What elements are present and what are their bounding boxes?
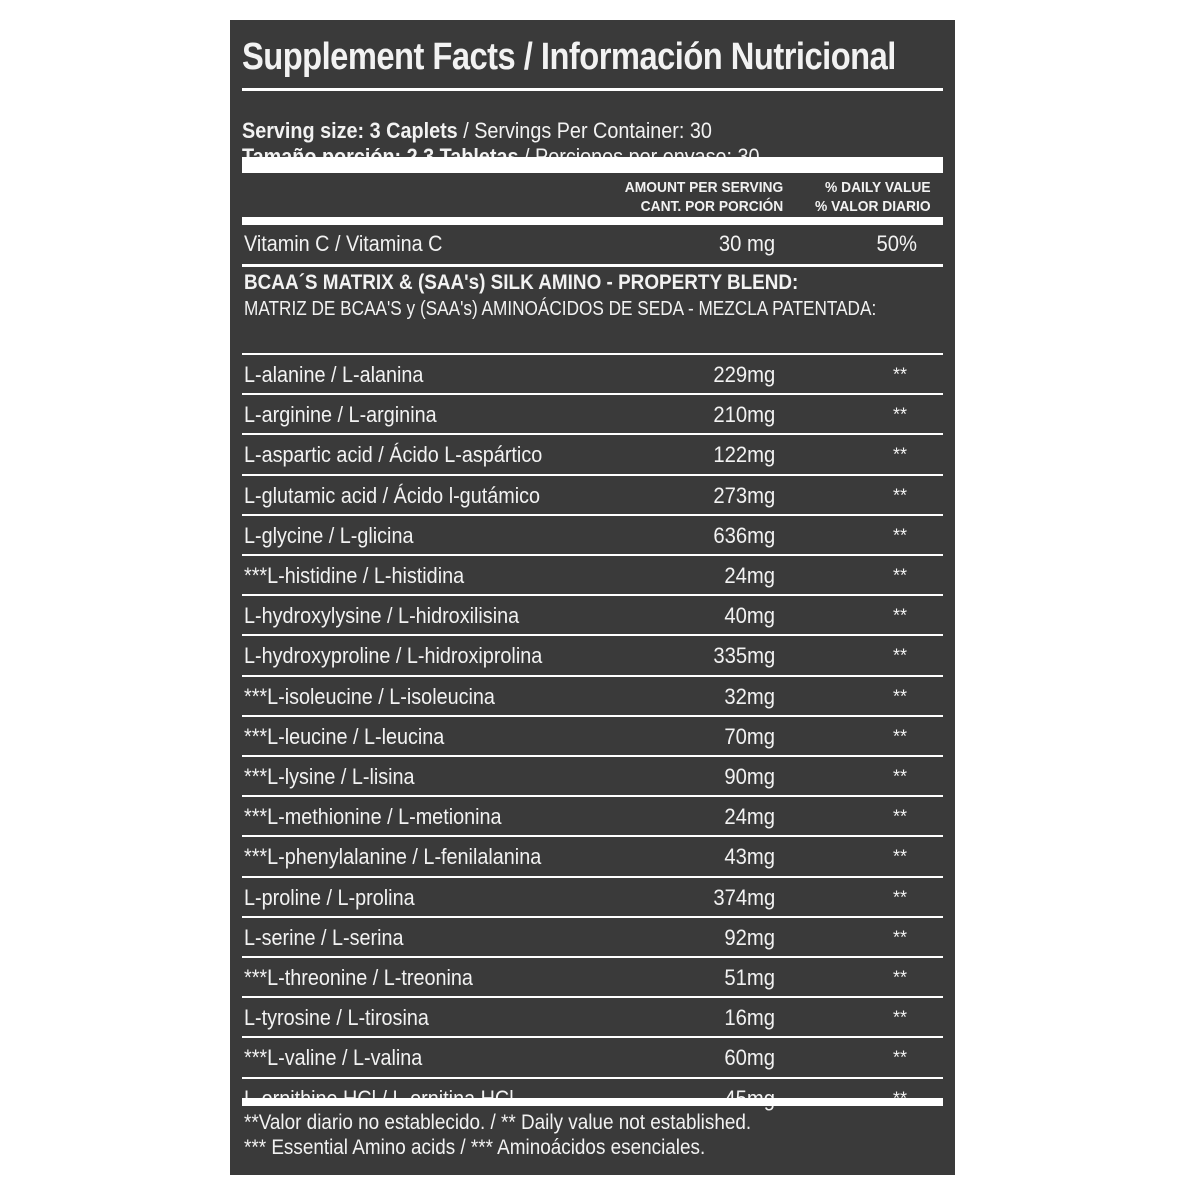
blend-title-es: MATRIZ DE BCAA'S y (SAA's) AMINOÁCIDOS DE SEDA - MEZCLA PATENTADA: — [244, 298, 877, 320]
nutrient-name: L-glutamic acid / Ácido l-gutámico — [244, 482, 541, 508]
nutrient-amount: 24mg — [724, 804, 775, 830]
daily-value-header — [815, 178, 931, 216]
table-row — [242, 596, 943, 636]
nutrient-amount: 32mg — [724, 683, 775, 709]
nutrient-daily-value: ** — [892, 846, 907, 867]
servings-per-container-en: / Servings Per Container: 30 — [457, 118, 712, 143]
table-row — [242, 476, 943, 516]
nutrient-daily-value: ** — [892, 927, 907, 948]
nutrient-daily-value: ** — [892, 1047, 907, 1068]
nutrient-name: L-aspartic acid / Ácido L-aspártico — [244, 442, 543, 468]
nutrient-name: L-proline / L-prolina — [244, 884, 415, 910]
nutrient-daily-value: 50% — [876, 231, 917, 256]
nutrient-daily-value: ** — [892, 766, 907, 787]
table-row — [242, 636, 943, 676]
blend-title-en: BCAA´S MATRIX & (SAA's) SILK AMINO - PROPERTY BLEND: — [244, 271, 799, 294]
amount-header-en: AMOUNT PER SERVING — [624, 179, 783, 196]
table-row — [242, 677, 943, 717]
nutrient-name: ***L-isoleucine / L-isoleucina — [244, 683, 495, 709]
nutrient-amount: 374mg — [713, 884, 775, 910]
nutrient-name: ***L-histidine / L-histidina — [244, 563, 465, 588]
footer-rule — [242, 1098, 943, 1106]
nutrient-daily-value: ** — [892, 806, 907, 827]
nutrient-amount: 273mg — [713, 482, 775, 508]
supplement-facts-panel — [230, 20, 955, 1175]
nutrient-amount: 16mg — [724, 1005, 775, 1031]
table-row — [242, 797, 943, 837]
thick-rule — [242, 157, 943, 173]
table-row — [242, 837, 943, 877]
dv-header-en: % DAILY VALUE — [825, 179, 931, 196]
panel-title: Supplement Facts / Información Nutricional — [242, 36, 896, 78]
nutrient-name: ***L-methionine / L-metionina — [244, 804, 502, 830]
nutrient-daily-value: ** — [892, 1007, 907, 1028]
nutrient-daily-value: ** — [892, 887, 907, 908]
nutrient-name: ***L-threonine / L-treonina — [244, 965, 473, 990]
nutrient-name: ***L-leucine / L-leucina — [244, 723, 445, 749]
blend-heading — [244, 270, 979, 322]
table-row — [242, 878, 943, 918]
nutrient-daily-value: ** — [892, 726, 907, 747]
nutrient-daily-value: ** — [892, 686, 907, 707]
nutrient-daily-value: ** — [892, 645, 907, 666]
nutrient-amount: 90mg — [724, 764, 775, 789]
table-row — [242, 757, 943, 797]
nutrient-name: ***L-lysine / L-lisina — [244, 764, 415, 789]
nutrient-amount: 636mg — [713, 522, 775, 548]
amount-header — [625, 178, 783, 216]
nutrient-amount: 51mg — [724, 965, 775, 990]
nutrient-name: L-hydroxylysine / L-hidroxilisina — [244, 603, 520, 629]
nutrient-amount: 30 mg — [718, 231, 775, 256]
nutrient-daily-value: ** — [892, 525, 907, 546]
nutrient-daily-value: ** — [892, 565, 907, 586]
nutrient-name: Vitamin C / Vitamina C — [244, 231, 443, 256]
nutrient-name: L-tyrosine / L-tirosina — [244, 1005, 429, 1031]
footnotes — [244, 1110, 751, 1160]
table-row — [242, 998, 943, 1038]
nutrient-amount: 229mg — [713, 362, 775, 387]
nutrient-name: L-alanine / L-alanina — [244, 362, 424, 387]
nutrient-amount: 335mg — [713, 643, 775, 669]
nutrient-amount: 92mg — [724, 924, 775, 950]
nutrient-daily-value: ** — [892, 404, 907, 425]
nutrient-amount: 43mg — [724, 844, 775, 870]
nutrient-name: L-hydroxyproline / L-hidroxiprolina — [244, 643, 543, 669]
table-row — [242, 355, 943, 395]
title-rule — [242, 88, 943, 91]
nutrient-name: L-arginine / L-arginina — [244, 402, 437, 428]
nutrient-daily-value: ** — [892, 605, 907, 626]
table-row — [242, 1038, 943, 1078]
table-row — [242, 435, 943, 475]
table-row — [242, 918, 943, 958]
nutrient-name: L-serine / L-serina — [244, 924, 404, 950]
nutrient-amount: 24mg — [724, 563, 775, 588]
nutrient-name: L-glycine / L-glicina — [244, 522, 414, 548]
nutrient-amount: 70mg — [724, 723, 775, 749]
dv-header-es: % VALOR DIARIO — [815, 198, 931, 215]
nutrient-name: ***L-phenylalanine / L-fenilalanina — [244, 844, 542, 870]
nutrient-amount: 210mg — [713, 402, 775, 428]
nutrient-daily-value: ** — [892, 364, 907, 385]
nutrient-name: ***L-valine / L-valina — [244, 1045, 423, 1071]
footnote-essential: *** Essential Amino acids / *** Aminoácidos esenciales. — [244, 1136, 706, 1159]
nutrient-daily-value: ** — [892, 967, 907, 988]
footnote-daily-value: **Valor diario no establecido. / ** Daily value not established. — [244, 1111, 752, 1134]
nutrient-daily-value: ** — [892, 444, 907, 465]
table-row — [242, 958, 943, 998]
table-row — [242, 395, 943, 435]
nutrient-amount: 60mg — [724, 1045, 775, 1071]
amount-header-es: CANT. POR PORCIÓN — [640, 198, 783, 215]
row-divider — [242, 264, 943, 267]
nutrient-amount: 40mg — [724, 603, 775, 629]
table-row — [242, 516, 943, 556]
nutrient-amount: 122mg — [713, 442, 775, 468]
serving-size-en: Serving size: 3 Caplets — [242, 118, 458, 143]
table-row — [242, 717, 943, 757]
nutrient-daily-value: ** — [892, 485, 907, 506]
table-row — [242, 556, 943, 596]
vitamin-c-row — [242, 224, 943, 264]
